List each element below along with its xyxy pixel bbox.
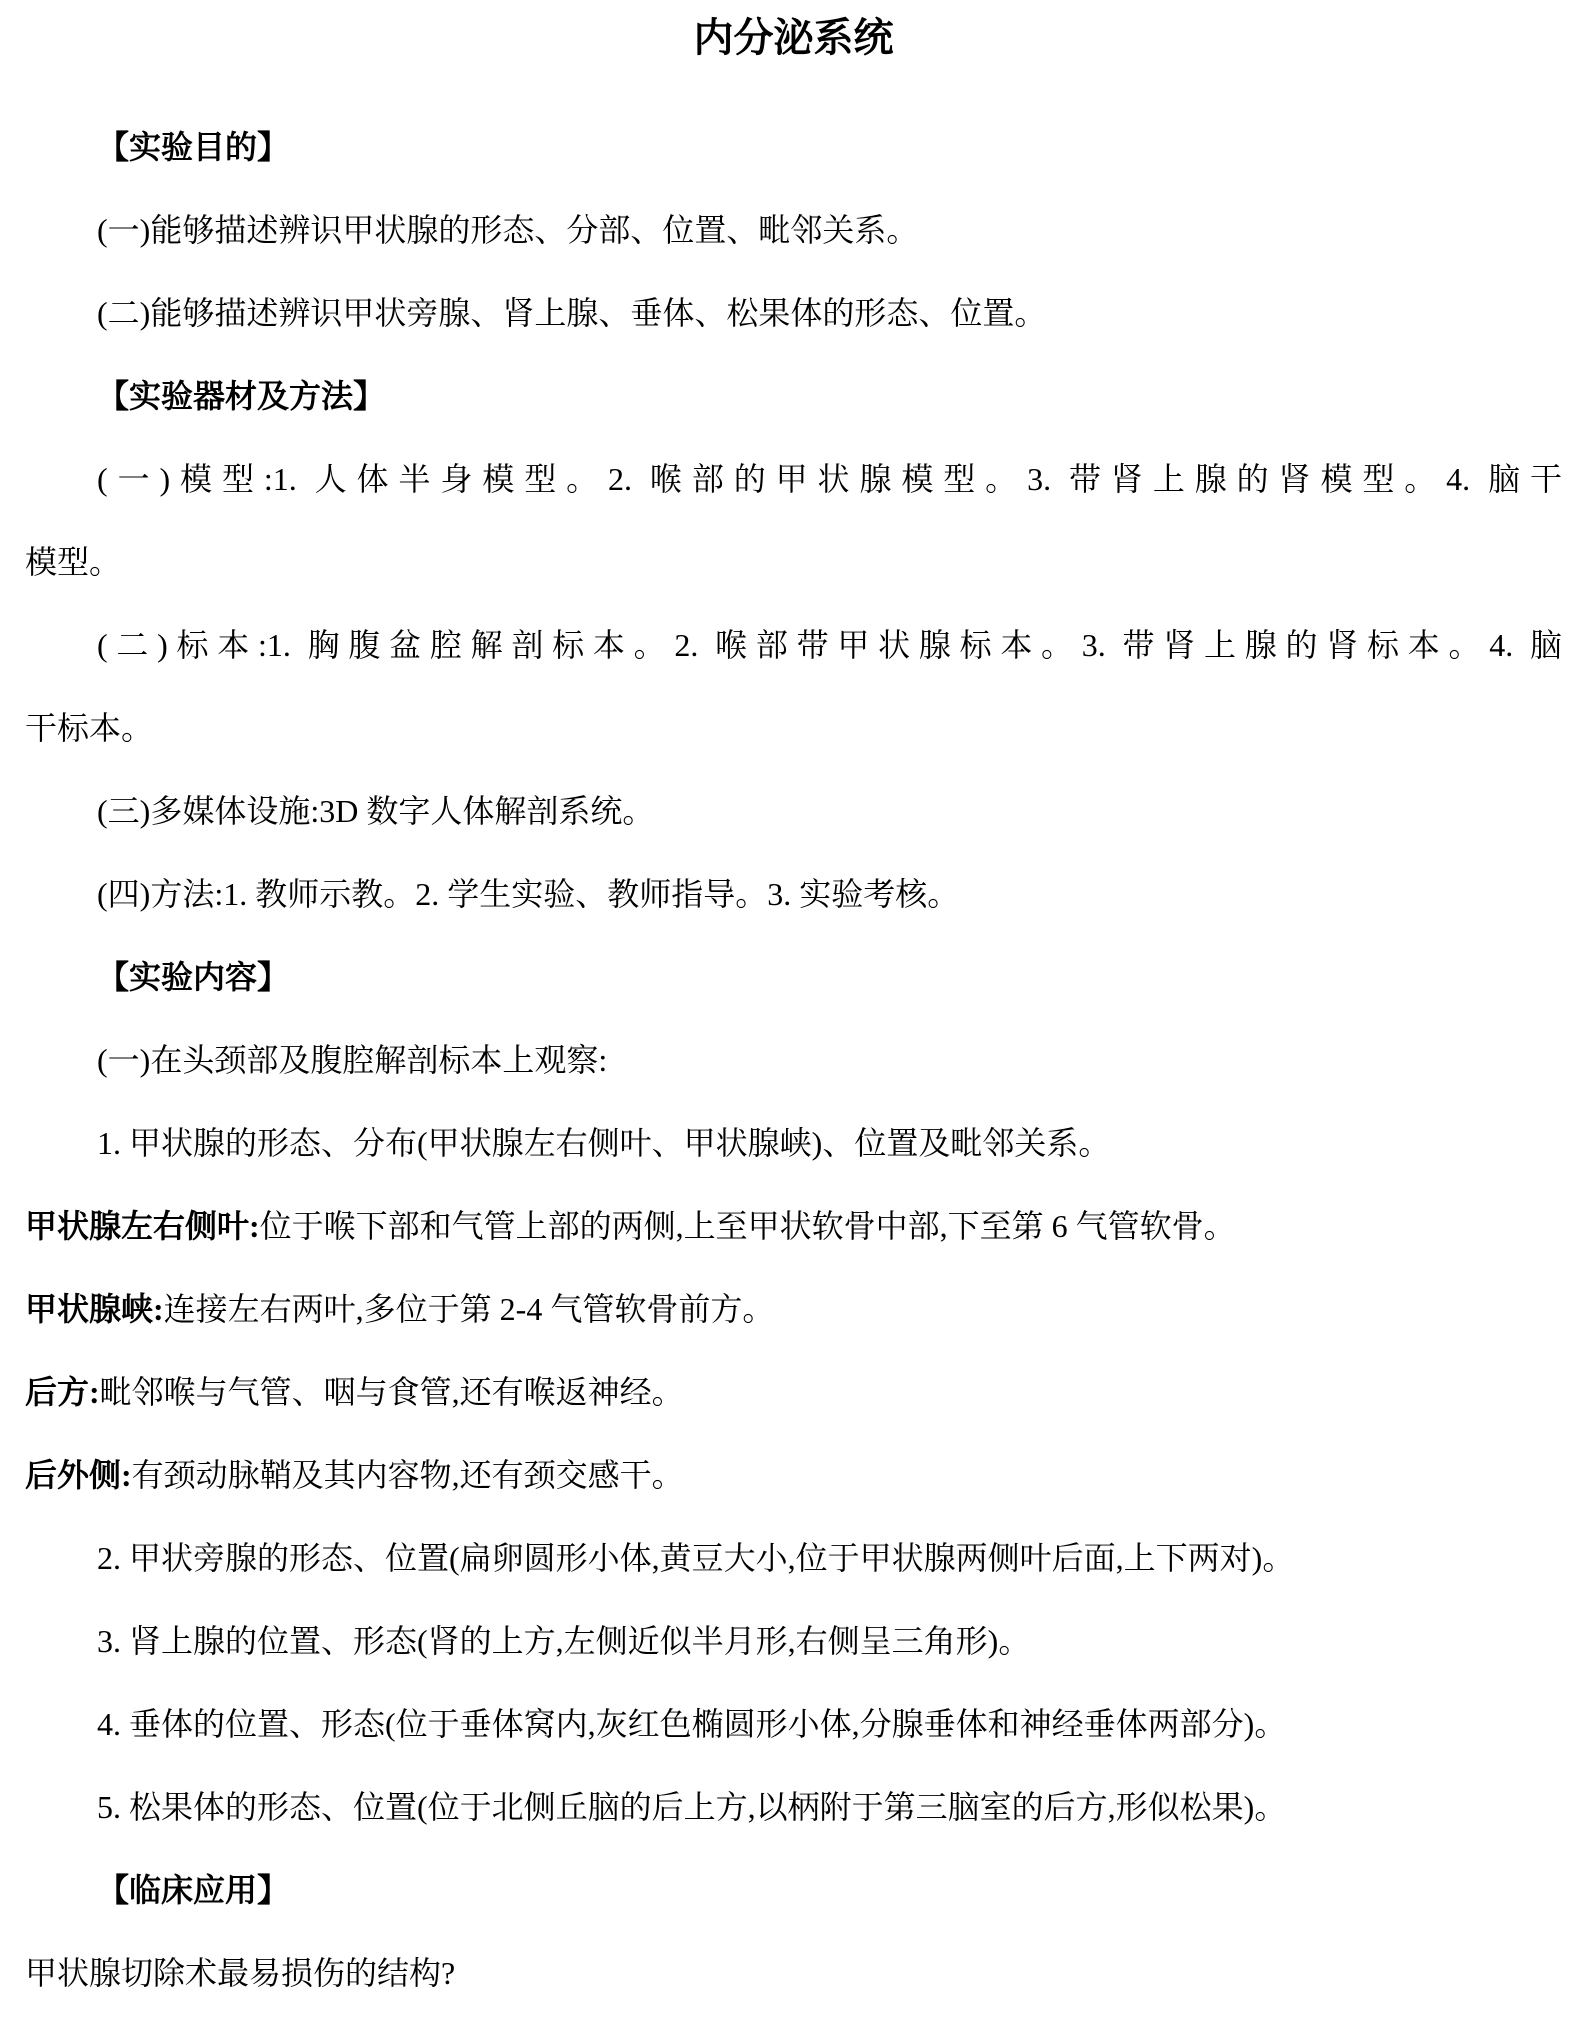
term-thyroid-isthmus-label: 甲状腺峡:	[25, 1291, 164, 1327]
term-posterolateral-label: 后外侧:	[25, 1457, 132, 1493]
term-thyroid-isthmus-text: 连接左右两叶,多位于第 2-4 气管软骨前方。	[163, 1291, 775, 1327]
para-posterior	[25, 1351, 1562, 1434]
objectives-item-2: (二)能够描述辨识甲状旁腺、肾上腺、垂体、松果体的形态、位置。	[97, 295, 1047, 331]
materials-item-1	[25, 438, 1562, 604]
doc-title: 内分泌系统	[693, 15, 894, 60]
para-thyroid-isthmus	[25, 1268, 1562, 1351]
heading-objectives: 【实验目的】	[97, 129, 290, 165]
content-item-1: 1. 甲状腺的形态、分布(甲状腺左右侧叶、甲状腺峡)、位置及毗邻关系。	[97, 1125, 1111, 1161]
content-intro: (一)在头颈部及腹腔解剖标本上观察:	[97, 1042, 608, 1078]
term-thyroid-lobes-text: 位于喉下部和气管上部的两侧,上至甲状软骨中部,下至第 6 气管软骨。	[259, 1208, 1236, 1244]
heading-content: 【实验内容】	[97, 959, 290, 995]
para-thyroid-lobes	[25, 1185, 1562, 1268]
materials-item-3: (三)多媒体设施:3D 数字人体解剖系统。	[97, 793, 655, 829]
materials-item-2-line-2: 干标本。	[25, 710, 154, 746]
content-item-5: 5. 松果体的形态、位置(位于北侧丘脑的后上方,以柄附于第三脑室的后方,形似松果)。	[97, 1789, 1287, 1825]
materials-item-1-line-2: 模型。	[25, 544, 122, 580]
term-posterior-text: 毗邻喉与气管、咽与食管,还有喉返神经。	[99, 1374, 684, 1410]
content-item-2: 2. 甲状旁腺的形态、位置(扁卵圆形小体,黄豆大小,位于甲状腺两侧叶后面,上下两对)。	[97, 1540, 1295, 1576]
materials-item-2-line-1: (二)标本:1. 胸腹盆腔解剖标本。2. 喉部带甲状腺标本。3. 带肾上腺的肾标本。4. 脑	[97, 627, 1562, 663]
term-posterolateral-text: 有颈动脉鞘及其内容物,还有颈交感干。	[131, 1457, 684, 1493]
content-item-4: 4. 垂体的位置、形态(位于垂体窝内,灰红色椭圆形小体,分腺垂体和神经垂体两部分)。	[97, 1706, 1287, 1742]
heading-clinical: 【临床应用】	[97, 1872, 290, 1908]
term-thyroid-lobes-label: 甲状腺左右侧叶:	[25, 1208, 260, 1244]
materials-item-2	[25, 604, 1562, 770]
materials-item-1-line-1: (一)模型:1. 人体半身模型。2. 喉部的甲状腺模型。3. 带肾上腺的肾模型。4. 脑干	[97, 461, 1562, 497]
doc-body	[25, 106, 1562, 2015]
para-posterolateral	[25, 1434, 1562, 1517]
heading-materials: 【实验器材及方法】	[97, 378, 386, 414]
objectives-item-1: (一)能够描述辨识甲状腺的形态、分部、位置、毗邻关系。	[97, 212, 919, 248]
materials-item-4: (四)方法:1. 教师示教。2. 学生实验、教师指导。3. 实验考核。	[97, 876, 960, 912]
content-item-3: 3. 肾上腺的位置、形态(肾的上方,左侧近似半月形,右侧呈三角形)。	[97, 1623, 1031, 1659]
term-posterior-label: 后方:	[25, 1374, 100, 1410]
clinical-question: 甲状腺切除术最易损伤的结构?	[25, 1955, 456, 1991]
